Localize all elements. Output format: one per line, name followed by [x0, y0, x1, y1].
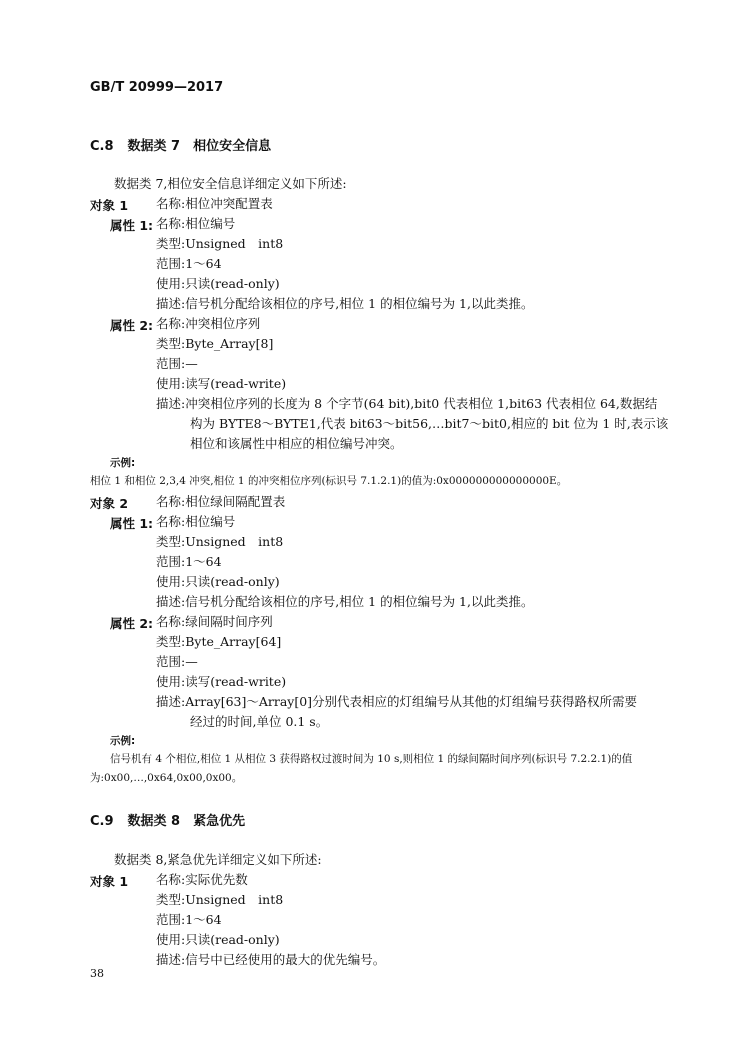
- page-number: 38: [90, 967, 104, 980]
- section-c9-title: 数据类 8 紧急优先: [127, 814, 246, 829]
- c8-obj1-attr1-label: 属性 1:: [110, 218, 154, 233]
- standard-header: GB/T 20999—2017: [90, 80, 224, 95]
- section-c9-heading: [90, 810, 245, 829]
- c9-object1-label: 对象 1: [90, 874, 129, 889]
- c8-obj1-attr1-type: 类型:Unsigned int8: [156, 236, 284, 251]
- c8-obj2-example-line2: 为:0x00,…,0x64,0x00,0x00。: [90, 772, 243, 784]
- section-c8-number: C.8: [90, 139, 114, 154]
- c8-obj2-attr2-range: 范围:—: [156, 654, 198, 669]
- c8-obj2-attr1-type: 类型:Unsigned int8: [156, 534, 284, 549]
- c8-obj2-attr1-use: 使用:只读(read-only): [156, 574, 280, 589]
- c9-object1-use: 使用:只读(read-only): [156, 932, 280, 947]
- c8-obj1-attr1-desc: 描述:信号机分配给该相位的序号,相位 1 的相位编号为 1,以此类推。: [156, 296, 534, 311]
- c8-obj2-attr1-range: 范围:1～64: [156, 554, 222, 569]
- section-c8-heading: [90, 135, 271, 154]
- c8-obj2-example-label: 示例:: [110, 735, 136, 747]
- c8-object2-label: 对象 2: [90, 496, 129, 511]
- c8-obj1-attr2-use: 使用:读写(read-write): [156, 376, 287, 391]
- section-c8-intro: 数据类 7,相位安全信息详细定义如下所述:: [114, 176, 347, 191]
- c9-object1-range: 范围:1～64: [156, 912, 222, 927]
- c8-obj1-attr2-desc-line2: 构为 BYTE8～BYTE1,代表 bit63～bit56,…bit7～bit0,相应的 bit 位为 1 时,表示该: [190, 416, 669, 431]
- c8-obj1-attr2-type: 类型:Byte_Array[8]: [156, 336, 274, 351]
- c8-obj1-attr2-name: 名称:冲突相位序列: [156, 316, 261, 331]
- c8-obj2-attr1-label: 属性 1:: [110, 516, 154, 531]
- c8-obj1-attr1-name: 名称:相位编号: [156, 216, 236, 231]
- c8-obj1-attr2-desc-line3: 相位和该属性中相应的相位编号冲突。: [190, 436, 403, 451]
- c8-obj2-attr2-desc-line2: 经过的时间,单位 0.1 s。: [190, 714, 329, 729]
- c8-obj2-attr1-desc: 描述:信号机分配给该相位的序号,相位 1 的相位编号为 1,以此类推。: [156, 594, 534, 609]
- c8-obj1-attr2-label: 属性 2:: [110, 318, 154, 333]
- c8-obj1-attr2-desc-line1: 描述:冲突相位序列的长度为 8 个字节(64 bit),bit0 代表相位 1,bit63 代表相位 64,数据结: [156, 396, 658, 411]
- c9-object1-desc: 描述:信号中已经使用的最大的优先编号。: [156, 952, 386, 967]
- c8-object2-name: 名称:相位绿间隔配置表: [156, 494, 286, 509]
- section-c9-number: C.9: [90, 814, 114, 829]
- c8-object1-name: 名称:相位冲突配置表: [156, 196, 273, 211]
- c8-obj1-attr2-range: 范围:—: [156, 356, 198, 371]
- c8-object1-label: 对象 1: [90, 198, 129, 213]
- c8-obj2-attr1-name: 名称:相位编号: [156, 514, 236, 529]
- c8-obj1-example-text: 相位 1 和相位 2,3,4 冲突,相位 1 的冲突相位序列(标识号 7.1.2.1)的值为:0x000000000000000E。: [90, 475, 568, 487]
- c8-obj2-attr2-use: 使用:读写(read-write): [156, 674, 287, 689]
- c9-object1-type: 类型:Unsigned int8: [156, 892, 284, 907]
- c8-obj2-attr2-desc-line1: 描述:Array[63]～Array[0]分别代表相应的灯组编号从其他的灯组编号获得路权所需要: [156, 694, 638, 709]
- c9-object1-name: 名称:实际优先数: [156, 872, 248, 887]
- c8-obj2-attr2-type: 类型:Byte_Array[64]: [156, 634, 282, 649]
- section-c8-title: 数据类 7 相位安全信息: [127, 139, 272, 154]
- c8-obj2-attr2-name: 名称:绿间隔时间序列: [156, 614, 273, 629]
- c8-obj2-attr2-label: 属性 2:: [110, 616, 154, 631]
- c8-obj1-example-label: 示例:: [110, 457, 136, 469]
- section-c9-intro: 数据类 8,紧急优先详细定义如下所述:: [114, 852, 322, 867]
- c8-obj1-attr1-use: 使用:只读(read-only): [156, 276, 280, 291]
- c8-obj2-example-line1: 信号机有 4 个相位,相位 1 从相位 3 获得路权过渡时间为 10 s,则相位 1 的绿间隔时间序列(标识号 7.2.2.1)的值: [110, 753, 633, 765]
- c8-obj1-attr1-range: 范围:1～64: [156, 256, 222, 271]
